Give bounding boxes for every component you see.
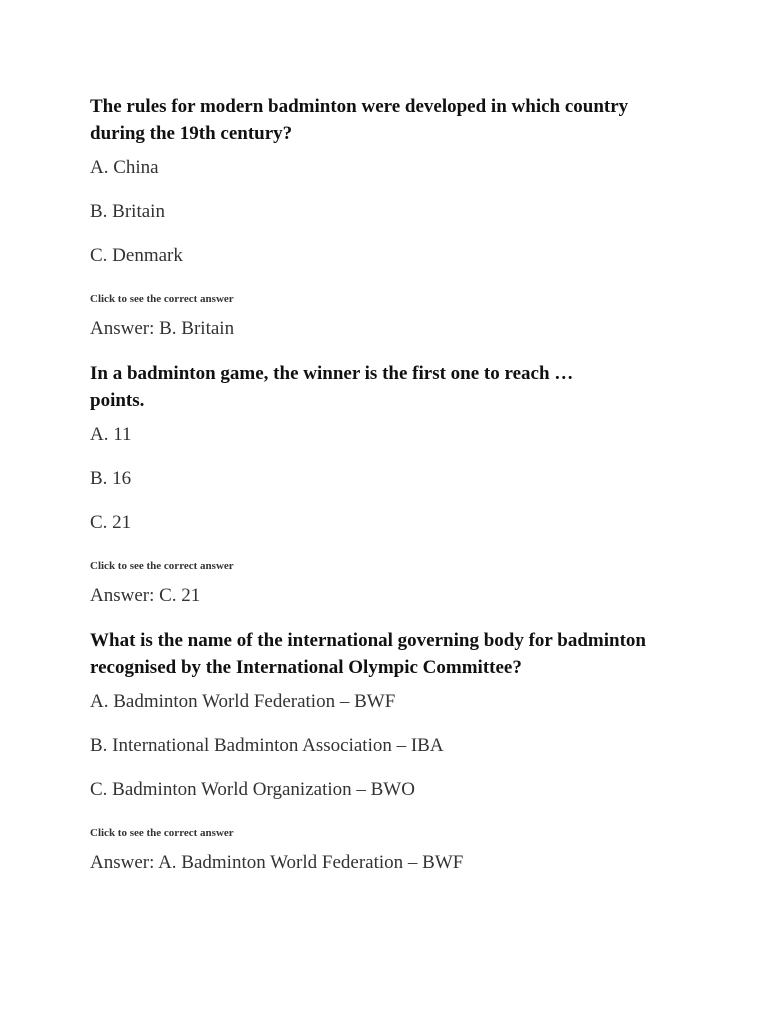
answer-option: C. 21 [90, 512, 132, 533]
show-answer-link[interactable]: Click to see the correct answer [90, 827, 234, 839]
quiz-block [90, 627, 690, 875]
quiz-block [90, 360, 690, 608]
correct-answer: Answer: B. Britain [90, 318, 235, 339]
question-text: What is the name of the international governing body for badminton recognised by the International Olympic Committee? [90, 630, 646, 678]
answer-option: A. 11 [90, 424, 132, 445]
answer-option: A. Badminton World Federation – BWF [90, 691, 396, 712]
answer-option: B. International Badminton Association – IBA [90, 735, 444, 756]
show-answer-link[interactable]: Click to see the correct answer [90, 293, 234, 305]
question-text: The rules for modern badminton were developed in which country during the 19th century? [90, 96, 629, 144]
answer-option: A. China [90, 157, 159, 178]
answer-option: C. Badminton World Organization – BWO [90, 779, 415, 800]
quiz-block [90, 93, 690, 341]
answer-option: B. Britain [90, 201, 165, 222]
correct-answer: Answer: A. Badminton World Federation – BWF [90, 852, 464, 873]
answer-option: B. 16 [90, 468, 132, 489]
correct-answer: Answer: C. 21 [90, 585, 201, 606]
answer-option: C. Denmark [90, 245, 183, 266]
quiz-page [90, 93, 690, 894]
show-answer-link[interactable]: Click to see the correct answer [90, 560, 234, 572]
question-text: In a badminton game, the winner is the first one to reach … points. [90, 363, 574, 411]
